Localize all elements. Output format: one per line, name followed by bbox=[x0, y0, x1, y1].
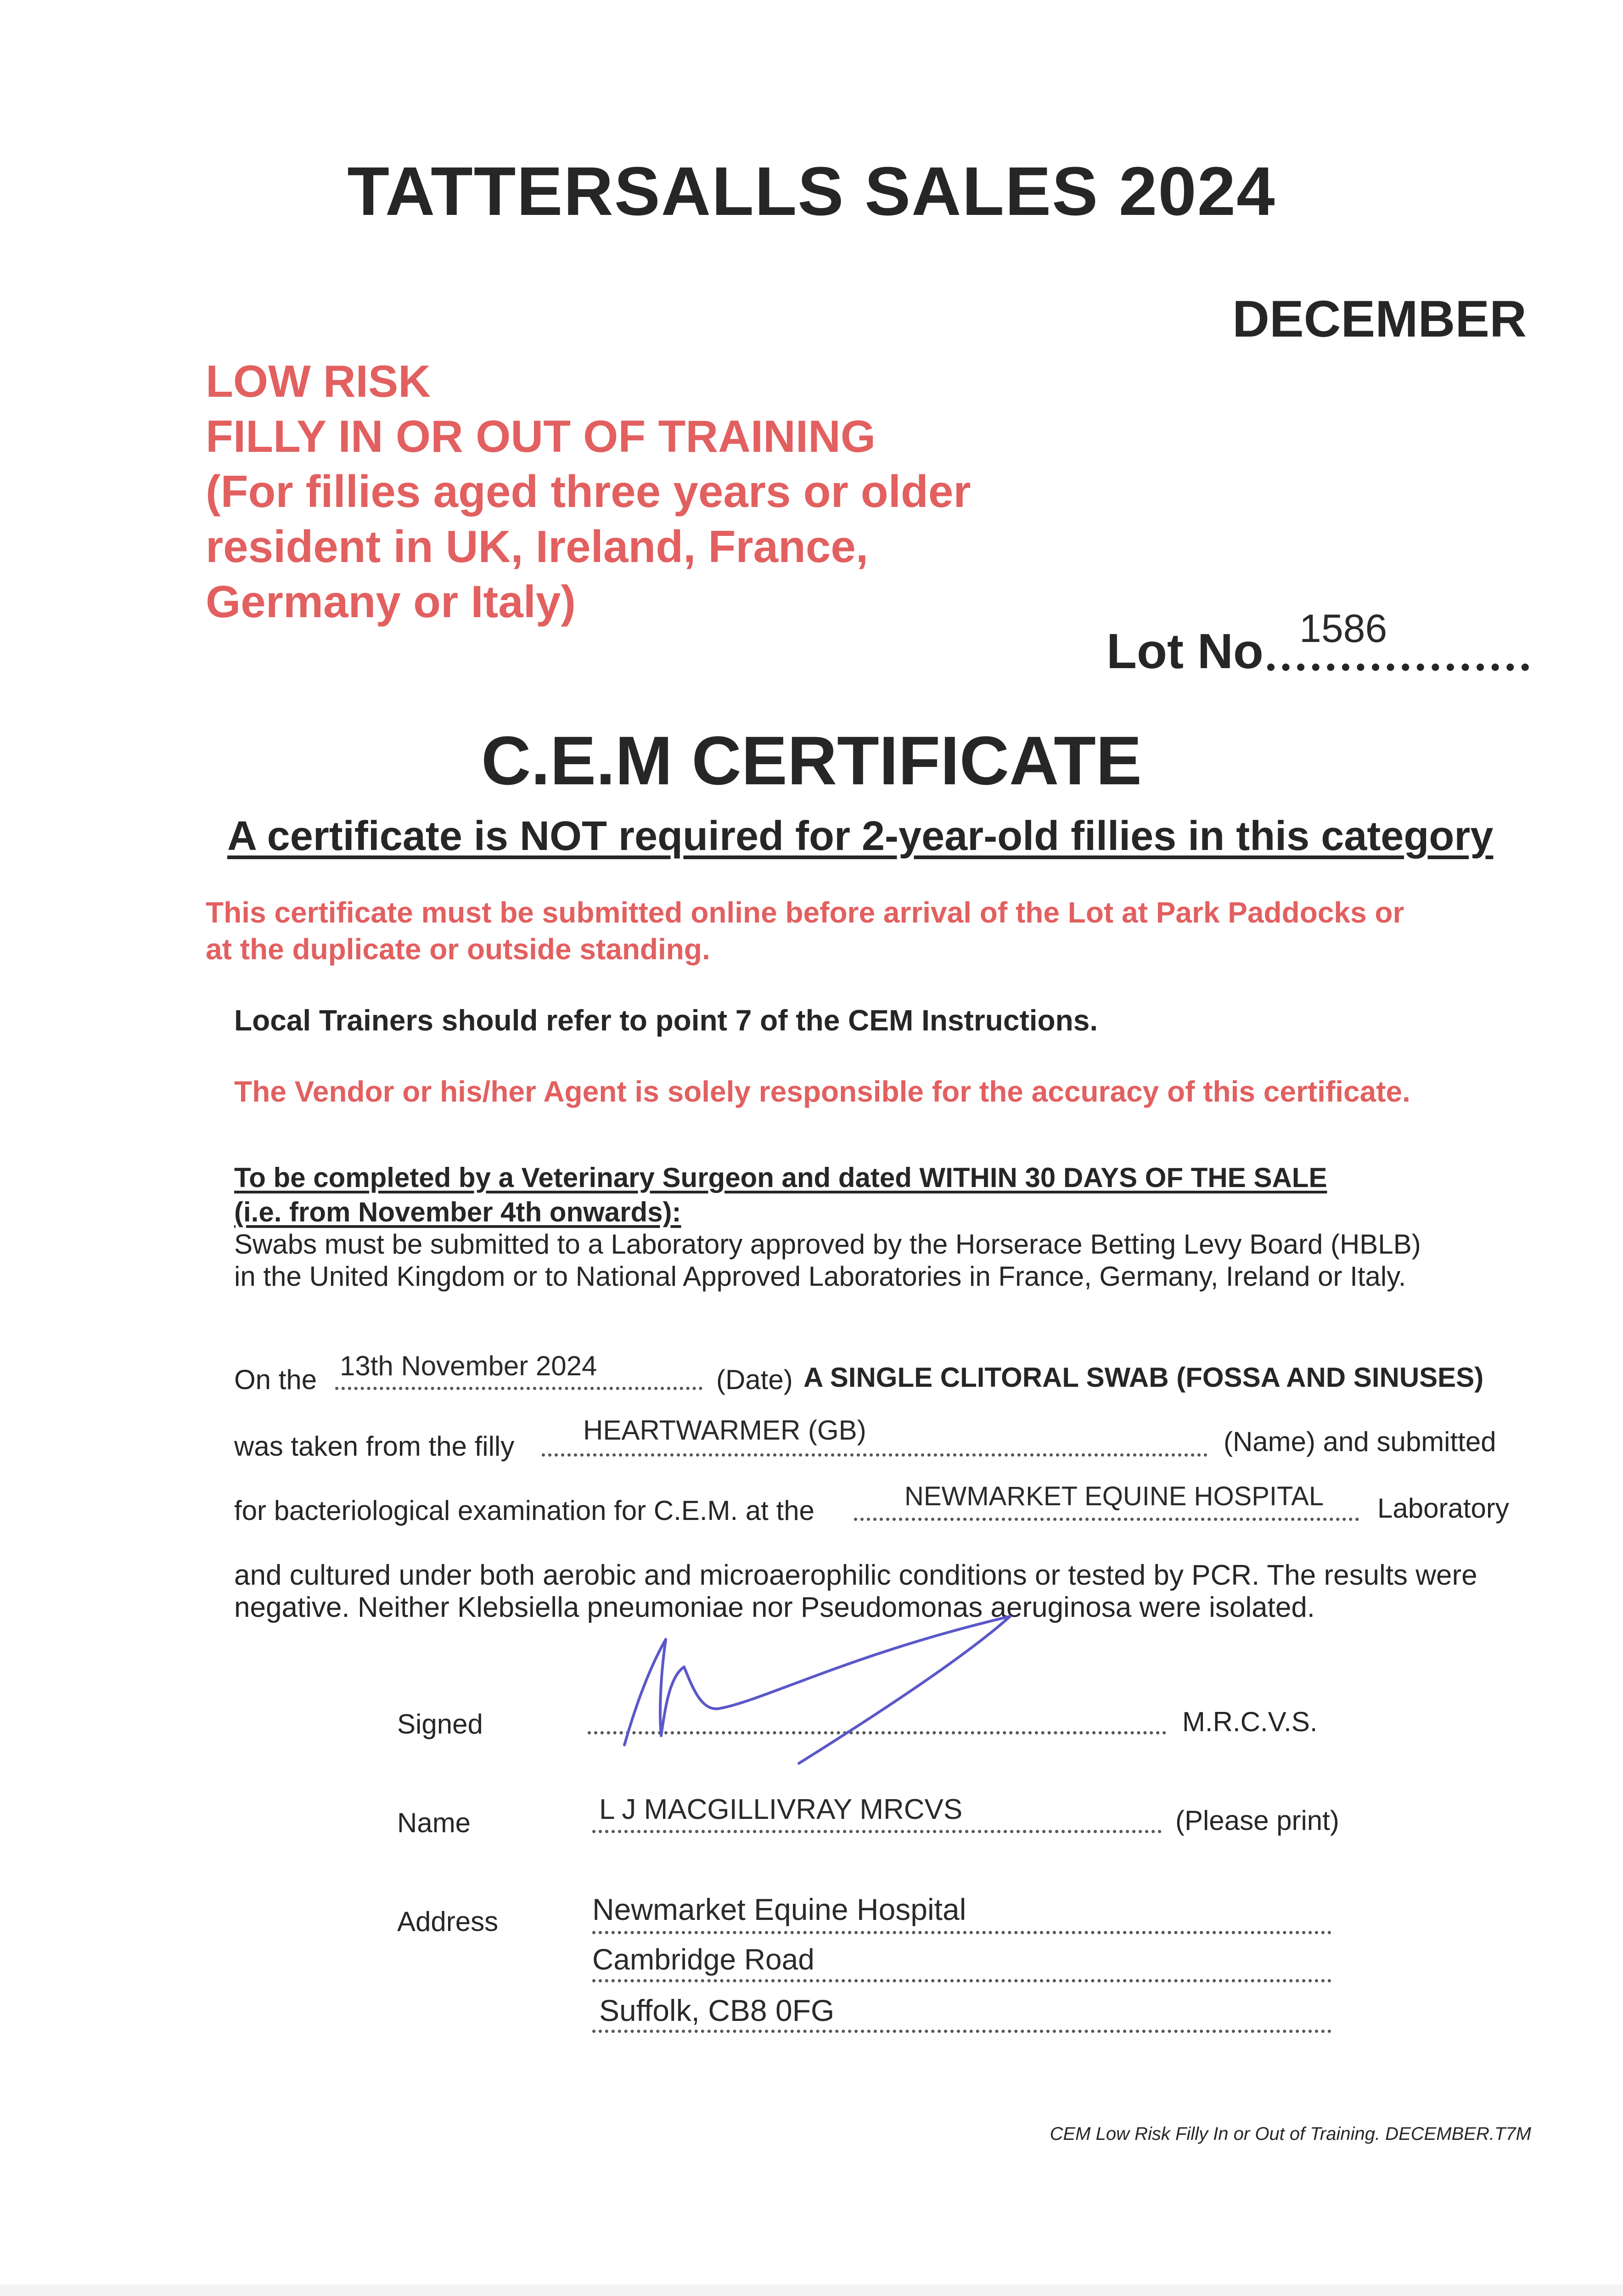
signed-suffix: M.R.C.V.S. bbox=[1182, 1706, 1318, 1737]
lot-number-value: 1586 bbox=[1299, 607, 1387, 651]
submit-notice-line-1: This certificate must be submitted online before arrival of the Lot at Park Paddocks or bbox=[206, 896, 1404, 929]
address-label: Address bbox=[397, 1906, 499, 1937]
address-line-3: Suffolk, CB8 0FG bbox=[599, 1993, 835, 2027]
swab-description: A SINGLE CLITORAL SWAB (FOSSA AND SINUSES) bbox=[803, 1362, 1484, 1393]
result-line-1: and cultured under both aerobic and microaerophilic conditions or tested by PCR. The results were bbox=[234, 1559, 1477, 1591]
vendor-responsibility-notice: The Vendor or his/her Agent is solely responsible for the accuracy of this certificate. bbox=[234, 1075, 1410, 1108]
signed-label: Signed bbox=[397, 1709, 483, 1739]
submit-notice-line-2: at the duplicate or outside standing. bbox=[206, 933, 710, 966]
date-value: 13th November 2024 bbox=[340, 1351, 597, 1381]
address-line-2: Cambridge Road bbox=[592, 1943, 814, 1976]
sale-month: DECEMBER bbox=[1232, 290, 1527, 348]
laboratory-dotted-line bbox=[854, 1518, 1359, 1521]
address-dotted-line-2 bbox=[592, 1979, 1331, 1982]
on-the-label: On the bbox=[234, 1364, 317, 1395]
not-required-notice: A certificate is NOT required for 2-year-old fillies in this category bbox=[227, 813, 1494, 859]
name-dotted-line bbox=[592, 1830, 1162, 1833]
instructions-heading-2: (i.e. from November 4th onwards): bbox=[234, 1197, 681, 1227]
filly-name-value: HEARTWARMER (GB) bbox=[583, 1415, 866, 1446]
laboratory-value: NEWMARKET EQUINE HOSPITAL bbox=[904, 1481, 1324, 1511]
address-line-1: Newmarket Equine Hospital bbox=[592, 1892, 966, 1926]
form-reference: CEM Low Risk Filly In or Out of Training. DECEMBER.T7M bbox=[1050, 2124, 1531, 2144]
name-label: Name bbox=[397, 1807, 471, 1838]
category-line: Germany or Italy) bbox=[206, 576, 576, 627]
name-suffix: (Please print) bbox=[1175, 1805, 1339, 1836]
vet-name-value: L J MACGILLIVRAY MRCVS bbox=[599, 1794, 963, 1825]
taken-from-label: was taken from the filly bbox=[234, 1431, 515, 1462]
filly-name-dotted-line bbox=[542, 1453, 1207, 1457]
category-line: (For fillies aged three years or older bbox=[206, 466, 971, 517]
signature-stroke bbox=[624, 1616, 1010, 1763]
instructions-body-2: in the United Kingdom or to National Approved Laboratories in France, Germany, Ireland or Italy. bbox=[234, 1261, 1406, 1292]
lot-label: Lot No bbox=[1106, 623, 1264, 679]
laboratory-suffix: Laboratory bbox=[1377, 1493, 1509, 1524]
address-dotted-line-1 bbox=[592, 1931, 1331, 1934]
date-dotted-line bbox=[335, 1387, 702, 1390]
result-line-2: negative. Neither Klebsiella pneumoniae nor Pseudomonas aeruginosa were isolated. bbox=[234, 1592, 1315, 1623]
local-trainers-note: Local Trainers should refer to point 7 of the CEM Instructions. bbox=[234, 1004, 1098, 1037]
document-title: TATTERSALLS SALES 2024 bbox=[347, 152, 1276, 230]
certificate-title: C.E.M CERTIFICATE bbox=[481, 722, 1142, 799]
address-dotted-line-3 bbox=[592, 2030, 1331, 2033]
category-block bbox=[206, 354, 971, 629]
lot-dotted-line bbox=[1267, 664, 1529, 671]
date-suffix: (Date) bbox=[716, 1364, 793, 1395]
category-line: FILLY IN OR OUT OF TRAINING bbox=[206, 411, 876, 461]
filly-name-suffix: (Name) and submitted bbox=[1224, 1426, 1496, 1457]
category-line: resident in UK, Ireland, France, bbox=[206, 521, 869, 572]
instructions-body-1: Swabs must be submitted to a Laboratory approved by the Horserace Betting Levy Board (HBLB) bbox=[234, 1229, 1421, 1260]
instructions-heading-1: To be completed by a Veterinary Surgeon and dated WITHIN 30 DAYS OF THE SALE bbox=[234, 1162, 1327, 1193]
category-line: LOW RISK bbox=[206, 356, 431, 406]
vet-signature bbox=[615, 1598, 1084, 1782]
bottom-scan-edge bbox=[0, 2285, 1623, 2296]
examination-label: for bacteriological examination for C.E.M. at the bbox=[234, 1495, 814, 1526]
